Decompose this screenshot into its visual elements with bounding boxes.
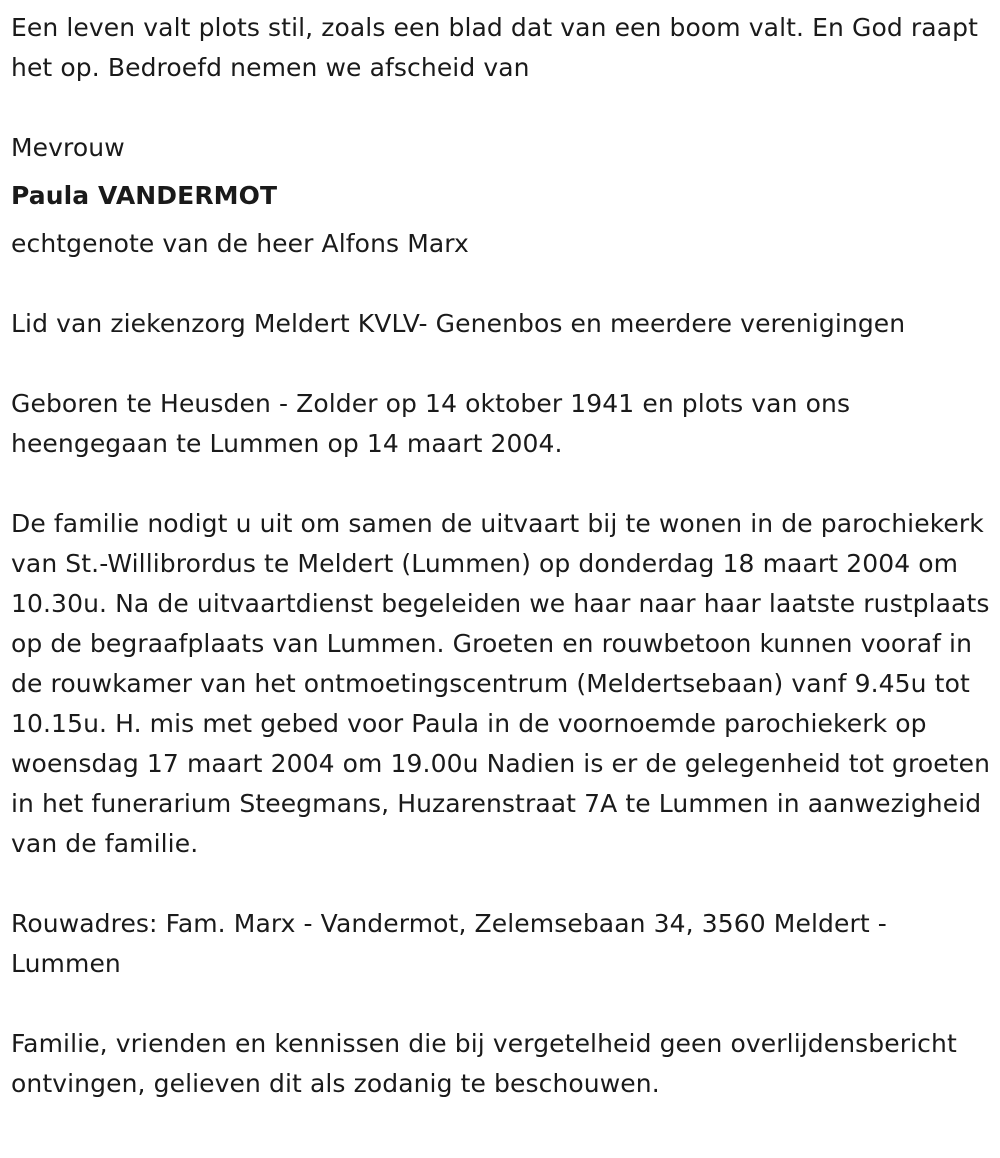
obituary-notice [11,8,996,1104]
closing-paragraph: Familie, vrienden en kennissen die bij vergetelheid geen overlijdensbericht ontvingen, gelieven dit als zodanig te beschouwen. [11,1029,957,1098]
funeral-paragraph: De familie nodigt u uit om samen de uitvaart bij te wonen in de parochiekerk van St.-Willibrordus te Meldert (Lummen) op donderdag 18 maart 2004 om 10.30u. Na de uitvaartdienst begeleiden we haar naar haar laatste rustplaats op de begraafplaats van Lummen. Groeten en rouwbetoon kunnen vooraf in de rouwkamer van het ontmoetingscentrum (Meldertsebaan) vanf 9.45u tot 10.15u. H. mis met gebed voor Paula in de voornoemde parochiekerk op woensdag 17 maart 2004 om 19.00u Nadien is er de gelegenheid tot groeten in het funerarium Steegmans, Huzarenstraat 7A te Lummen in aanwezigheid van de familie. [11,509,991,858]
membership-line: Lid van ziekenzorg Meldert KVLV- Genenbos en meerdere verenigingen [11,309,906,338]
birth-death-paragraph: Geboren te Heusden - Zolder op 14 oktober 1941 en plots van ons heengegaan te Lummen op 14 maart 2004. [11,389,851,458]
deceased-name: Paula VANDERMOT [11,181,278,210]
mourning-address: Rouwadres: Fam. Marx - Vandermot, Zelemsebaan 34, 3560 Meldert - Lummen [11,909,887,978]
spouse-line: echtgenote van de heer Alfons Marx [11,229,469,258]
salutation: Mevrouw [11,133,125,162]
intro-text: Een leven valt plots stil, zoals een blad dat van een boom valt. En God raapt het op. Bedroefd nemen we afscheid van [11,13,979,82]
